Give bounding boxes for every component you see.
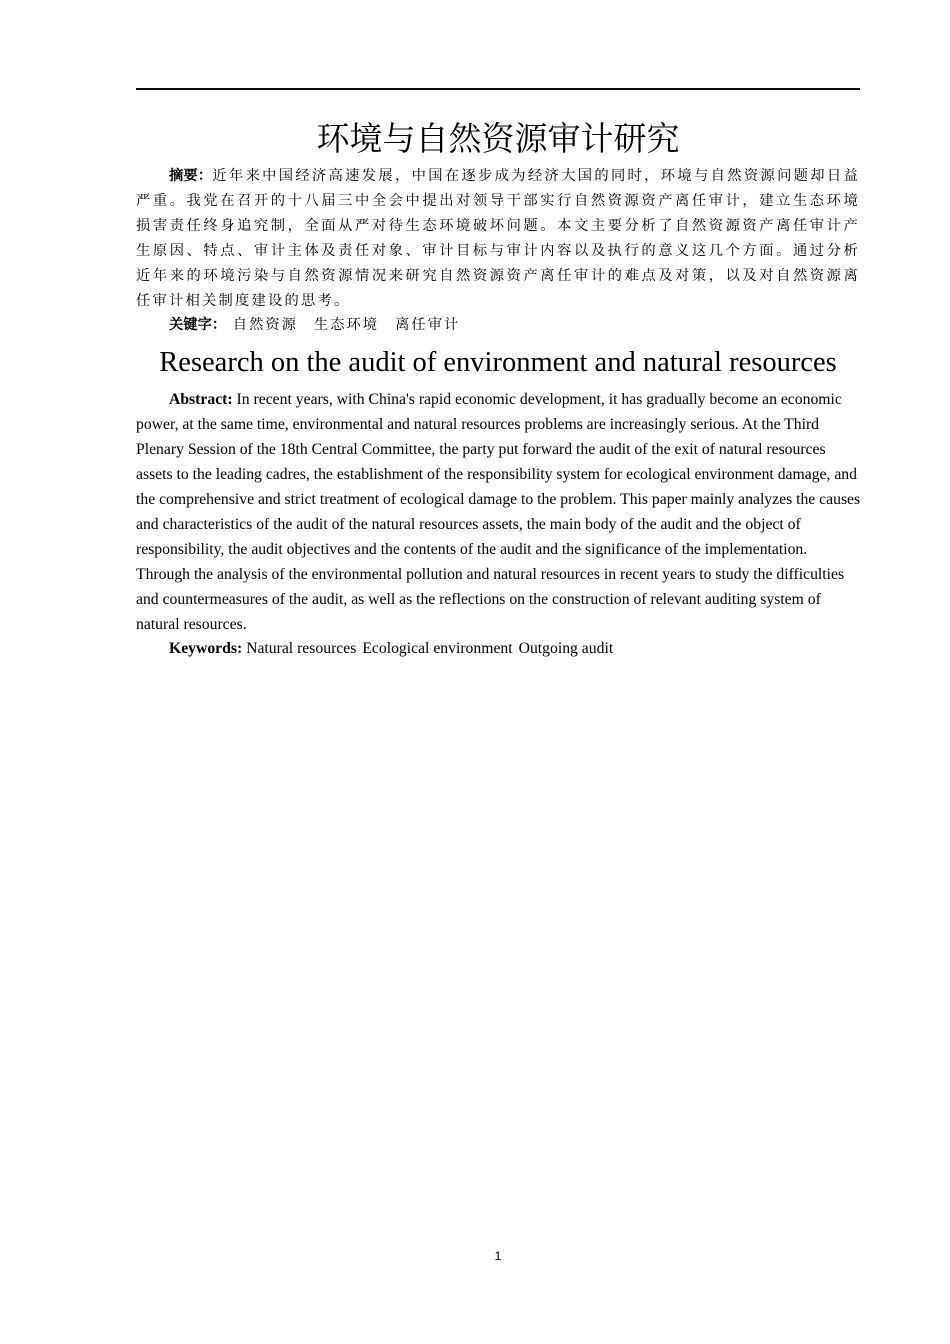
page-title-cn: 环境与自然资源审计研究 <box>316 119 680 158</box>
keyword-cn-item: 自然资源 <box>232 317 298 333</box>
abstract-cn <box>136 164 860 314</box>
abstract-cn-label: 摘要： <box>169 168 213 184</box>
keyword-en-item: Ecological environment <box>362 640 513 657</box>
abstract-en-label: Abstract: <box>169 391 233 408</box>
keywords-cn <box>136 313 860 338</box>
keyword-en-item: Outgoing audit <box>518 640 614 657</box>
page-title-en: Research on the audit of environment and natural resources <box>159 347 837 378</box>
abstract-en <box>136 387 864 637</box>
abstract-cn-text: 近年来中国经济高速发展，中国在逐步成为经济大国的同时，环境与自然资源问题却日益严重。我党在召开的十八届三中全会中提出对领导干部实行自然资源资产离任审计，建立生态环境损害责任终身追究制，全面从严对待生态环境破坏问题。本文主要分析了自然资源资产离任审计产生原因、特点、审计主体及责任对象、审计目标与审计内容以及执行的意义这几个方面。通过分析近年来的环境污染与自然资源情况来研究自然资源资产离任审计的难点及对策，以及对自然资源离任审计相关制度建设的思考。 <box>136 168 861 309</box>
keywords-en-label: Keywords: <box>169 640 243 657</box>
abstract-en-text: In recent years, with China's rapid economic development, it has gradually become an economic power, at the same time, environmental and natural resources problems are increasingly serious. At the Third Plenary Session of the 18th Central Committee, the party put forward the audit of the exit of natural resources assets to the leading cadres, the establishment of the responsibility system for ecological environment damage, and the comprehensive and strict treatment of ecological damage to the problem. This paper mainly analyzes the causes and characteristics of the audit of the natural resources assets, the main body of the audit and the object of responsibility, the audit objectives and the contents of the audit and the significance of the implementation. Through the analysis of the environmental pollution and natural resources in recent years to study the difficulties and countermeasures of the audit, as well as the reflections on the construction of relevant auditing system of natural resources. <box>136 391 861 633</box>
keyword-cn-item: 生态环境 <box>313 317 380 333</box>
keyword-cn-item: 离任审计 <box>395 317 461 333</box>
keywords-cn-label: 关键字： <box>169 317 227 333</box>
header-rule <box>136 88 860 90</box>
page-number: 1 <box>494 1249 502 1263</box>
keyword-en-item: Natural resources <box>246 640 357 657</box>
keywords-en <box>136 636 860 661</box>
